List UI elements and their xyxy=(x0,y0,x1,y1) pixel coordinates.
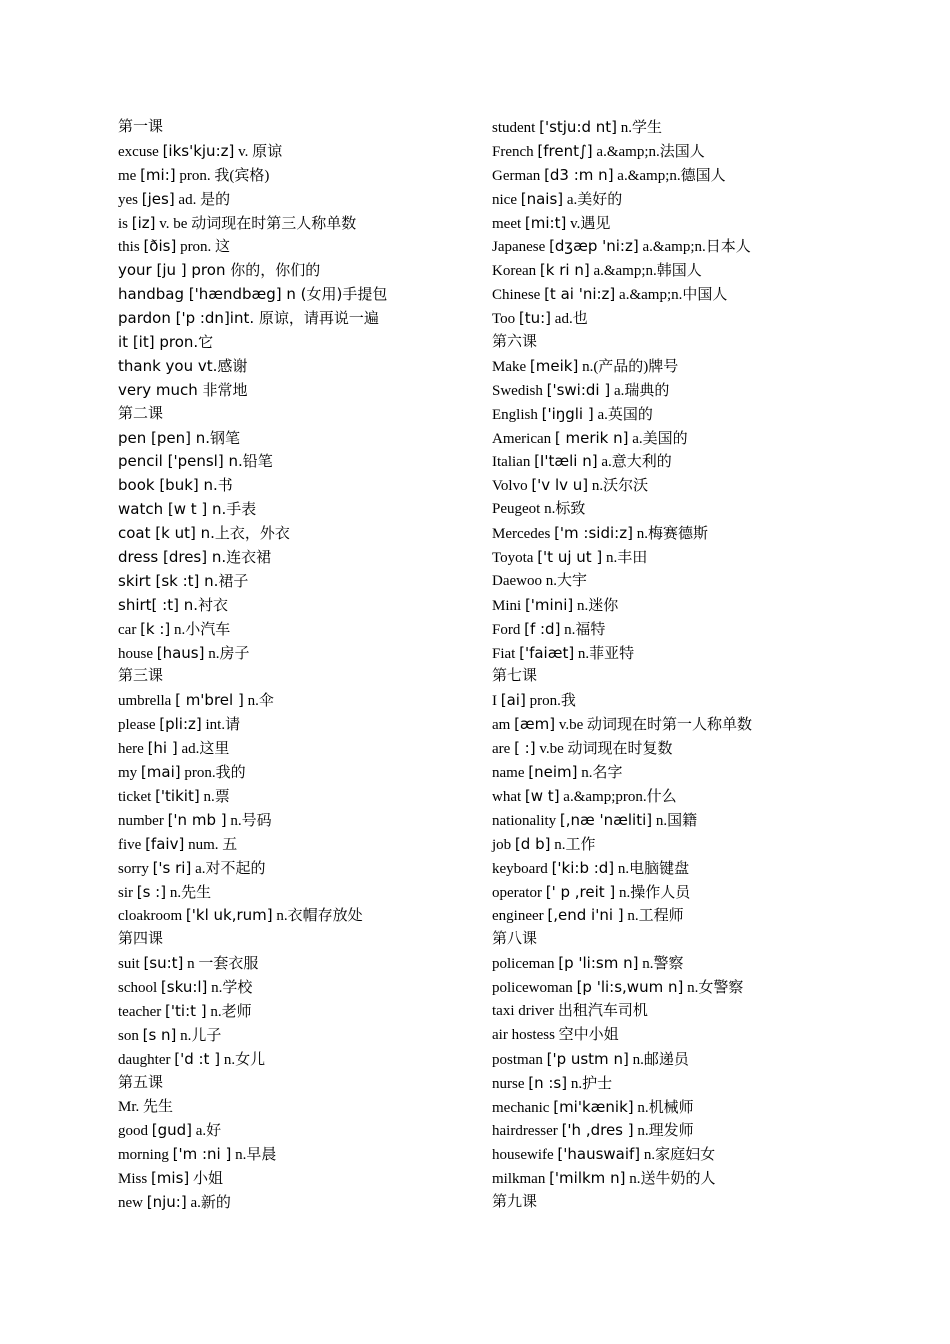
vocab-entry: pencil ['pensl] n.铅笔 xyxy=(118,452,273,471)
vocab-gloss: n.早晨 xyxy=(235,1147,277,1164)
vocab-gloss: n.老师 xyxy=(210,1003,252,1020)
vocab-gloss: ad.也 xyxy=(554,311,588,328)
vocab-phonetic: [nais] xyxy=(520,189,564,208)
vocab-gloss: n.工作 xyxy=(554,836,596,853)
vocab-gloss: n.操作人员 xyxy=(619,884,691,901)
vocab-entry xyxy=(492,283,932,307)
vocab-word: postman xyxy=(492,1051,543,1068)
vocab-entry xyxy=(118,164,478,188)
vocab-entry: handbag ['hændbæg] n (女用)手提包 xyxy=(118,285,388,304)
vocab-word: ticket xyxy=(118,788,152,805)
vocab-entry xyxy=(492,235,932,259)
vocab-word: teacher xyxy=(118,1003,162,1020)
vocab-phonetic: ['iŋgli ] xyxy=(541,404,594,423)
vocab-gloss: n.邮递员 xyxy=(632,1051,689,1068)
vocab-gloss: 空中小姐 xyxy=(558,1026,619,1043)
vocab-entry xyxy=(118,1048,478,1072)
vocab-phonetic: [,end i'ni ] xyxy=(547,906,624,925)
vocab-word: nationality xyxy=(492,812,557,829)
vocab-word: daughter xyxy=(118,1051,171,1068)
vocab-phonetic: ['tikit] xyxy=(155,786,200,805)
vocab-entry: pardon ['p :dn]int. 原谅，请再说一遍 xyxy=(118,309,379,328)
vocab-phonetic: [neim] xyxy=(528,763,578,782)
vocab-phonetic: ['m :sidi:z] xyxy=(554,524,633,543)
vocab-entry xyxy=(118,235,478,259)
vocab-gloss: a.瑞典的 xyxy=(613,382,670,399)
vocab-phonetic: ['p ustm n] xyxy=(546,1049,629,1068)
vocab-gloss: n.学校 xyxy=(211,980,253,997)
vocab-phonetic: [sku:l] xyxy=(160,978,208,997)
vocab-phonetic: [pli:z] xyxy=(159,715,202,734)
vocab-entry xyxy=(118,713,478,737)
vocab-entry xyxy=(492,259,932,283)
vocab-entry xyxy=(492,713,932,737)
vocab-entry xyxy=(492,976,932,1000)
vocab-gloss: n.学生 xyxy=(620,120,663,136)
vocab-gloss: 小姐 xyxy=(193,1171,224,1188)
vocab-entry: book [buk] n.书 xyxy=(118,476,233,495)
vocab-gloss: pron.我 xyxy=(529,693,576,710)
vocab-gloss: a.&amp;n.德国人 xyxy=(617,167,726,184)
vocab-entry xyxy=(492,594,932,618)
vocab-entry xyxy=(118,1191,478,1215)
vocab-entry xyxy=(118,689,478,713)
vocab-entry xyxy=(118,833,478,857)
vocab-entry xyxy=(118,1024,478,1048)
vocab-gloss: a.新的 xyxy=(190,1195,231,1212)
vocab-entry xyxy=(118,642,478,666)
vocab-entry xyxy=(118,976,478,1000)
lesson-heading: 第二课 xyxy=(118,405,164,422)
vocab-phonetic: [tu:] xyxy=(518,309,552,328)
vocab-phonetic: ['ki:b :d] xyxy=(551,858,615,877)
vocab-gloss: a.&amp;n.日本人 xyxy=(642,239,751,256)
right-column xyxy=(492,116,932,1215)
vocab-word: meet xyxy=(492,215,522,232)
vocab-entry xyxy=(492,188,932,212)
vocab-gloss: n.大宇 xyxy=(545,572,587,589)
vocab-phonetic: [k :] xyxy=(140,619,171,638)
vocab-word: Ford xyxy=(492,621,521,638)
vocab-gloss: n.家庭妇女 xyxy=(643,1147,716,1164)
vocab-gloss: n.号码 xyxy=(230,812,272,829)
vocab-word: German xyxy=(492,167,541,184)
vocab-phonetic: [mi'kænik] xyxy=(553,1097,634,1116)
vocab-gloss: n.理发师 xyxy=(637,1123,694,1140)
vocab-word: my xyxy=(118,765,138,782)
vocab-gloss: a.&amp;n.法国人 xyxy=(596,143,705,160)
vocab-phonetic: [frent∫] xyxy=(537,141,593,160)
vocab-entry xyxy=(118,1096,478,1120)
vocab-entry: coat [k ut] n.上衣，外衣 xyxy=(118,524,290,543)
vocab-word: housewife xyxy=(492,1147,554,1164)
vocab-entry xyxy=(492,427,932,451)
vocab-entry xyxy=(492,857,932,881)
vocab-phonetic: [n :s] xyxy=(528,1073,568,1092)
vocab-word: English xyxy=(492,406,538,423)
vocab-phonetic: ['milkm n] xyxy=(549,1169,626,1188)
vocab-word: yes xyxy=(118,191,138,208)
lesson-heading: 第八课 xyxy=(492,931,538,948)
vocab-word: new xyxy=(118,1195,143,1212)
vocab-word: nurse xyxy=(492,1075,525,1092)
vocab-phonetic: [iks'kju:z] xyxy=(162,141,235,160)
vocab-phonetic: ['t uj ut ] xyxy=(537,548,603,567)
vocab-gloss: n.(产品的)牌号 xyxy=(582,358,679,375)
vocab-gloss: pron. 这 xyxy=(180,239,231,256)
vocab-entry xyxy=(492,642,932,666)
vocab-word: keyboard xyxy=(492,860,548,877)
vocab-word: five xyxy=(118,836,142,853)
vocab-word: name xyxy=(492,765,525,782)
vocab-entry xyxy=(492,570,932,594)
vocab-word: umbrella xyxy=(118,693,172,710)
vocab-gloss: n.警察 xyxy=(642,956,684,973)
vocab-phonetic: ['faiæt] xyxy=(519,643,575,662)
vocab-phonetic: [iz] xyxy=(131,213,156,232)
vocab-entry xyxy=(118,140,478,164)
vocab-word: here xyxy=(118,741,144,758)
vocab-phonetic: ['swi:di ] xyxy=(546,380,611,399)
vocab-gloss: v.be 动词现在时复数 xyxy=(539,741,673,758)
vocab-gloss: a.&amp;pron.什么 xyxy=(563,788,677,805)
vocab-word: Too xyxy=(492,311,516,328)
vocab-phonetic: [su:t] xyxy=(143,954,184,973)
lesson-heading: 第六课 xyxy=(492,334,538,351)
vocab-phonetic: [faiv] xyxy=(145,834,185,853)
vocab-word: good xyxy=(118,1123,148,1140)
vocab-word: Daewoo xyxy=(492,572,542,589)
left-column xyxy=(118,116,478,1215)
vocab-gloss: a.英国的 xyxy=(597,406,653,423)
vocab-phonetic: ['s ri] xyxy=(152,858,192,877)
vocab-entry xyxy=(492,1072,932,1096)
vocab-entry xyxy=(492,546,932,570)
vocab-gloss: n.菲亚特 xyxy=(577,645,635,662)
vocab-phonetic: ['h ,dres ] xyxy=(561,1121,634,1140)
vocab-word: please xyxy=(118,717,156,734)
vocab-entry xyxy=(492,1167,932,1191)
vocab-gloss: n.女儿 xyxy=(223,1051,266,1068)
vocab-gloss: a.美国的 xyxy=(632,430,688,447)
vocab-word: Mr. xyxy=(118,1098,140,1115)
vocab-phonetic: [hi ] xyxy=(147,739,178,758)
vocab-entry xyxy=(492,785,932,809)
vocab-entry xyxy=(118,212,478,236)
vocab-entry xyxy=(492,1000,932,1024)
vocab-phonetic: ['v lv u] xyxy=(531,476,589,495)
vocab-phonetic: [mis] xyxy=(150,1169,190,1188)
vocab-gloss: a.对不起的 xyxy=(195,860,266,877)
vocab-entry xyxy=(492,1119,932,1143)
vocab-phonetic: [meik] xyxy=(529,356,579,375)
vocab-entry xyxy=(118,857,478,881)
vocab-phonetic: [t ai 'ni:z] xyxy=(544,285,616,304)
vocab-word: excuse xyxy=(118,143,159,160)
vocab-entry: your [ju ] pron 你的，你们的 xyxy=(118,261,321,280)
vocab-word: suit xyxy=(118,956,140,973)
vocab-word: house xyxy=(118,645,153,662)
vocab-entry xyxy=(492,212,932,236)
vocab-entry xyxy=(492,498,932,522)
vocab-entry xyxy=(492,1143,932,1167)
vocab-word: student xyxy=(492,120,536,136)
vocab-phonetic: [,næ 'næliti] xyxy=(559,810,653,829)
vocab-entry: it [it] pron.它 xyxy=(118,333,214,352)
vocab-gloss: ad. 是的 xyxy=(178,191,231,208)
vocab-phonetic: [s :] xyxy=(136,882,167,901)
vocab-gloss: n.护士 xyxy=(570,1075,613,1092)
vocab-entry xyxy=(492,522,932,546)
vocab-entry xyxy=(118,761,478,785)
vocab-gloss: n.小汽车 xyxy=(174,621,231,638)
vocab-phonetic: [' p ,reit ] xyxy=(545,882,616,901)
vocab-entry xyxy=(118,618,478,642)
vocab-entry xyxy=(118,881,478,905)
vocab-gloss: n 一套衣服 xyxy=(187,956,259,973)
vocab-gloss: n.儿子 xyxy=(180,1027,222,1044)
vocab-gloss: a.&amp;n.韩国人 xyxy=(593,263,702,280)
vocab-word: policewoman xyxy=(492,980,573,997)
vocab-word: Miss xyxy=(118,1171,148,1188)
vocab-gloss: a.&amp;n.中国人 xyxy=(619,287,728,304)
vocab-gloss: n.电脑键盘 xyxy=(617,860,690,877)
vocab-word: Swedish xyxy=(492,382,543,399)
vocab-entry xyxy=(492,809,932,833)
vocab-word: policeman xyxy=(492,956,555,973)
vocab-gloss: n.女警察 xyxy=(687,980,744,997)
vocab-gloss: n.国籍 xyxy=(655,812,698,829)
vocab-phonetic: [I'tæli n] xyxy=(534,452,598,471)
vocab-phonetic: [ m'brel ] xyxy=(175,691,244,710)
vocab-gloss: num. 五 xyxy=(188,836,238,853)
vocab-entry xyxy=(492,355,932,379)
vocab-entry xyxy=(118,1143,478,1167)
vocab-entry xyxy=(492,164,932,188)
vocab-gloss: n.房子 xyxy=(208,645,250,662)
vocab-gloss: a.意大利的 xyxy=(601,454,672,471)
vocab-word: hairdresser xyxy=(492,1123,558,1140)
vocab-entry xyxy=(118,188,478,212)
vocab-word: I xyxy=(492,693,497,710)
vocab-entry xyxy=(492,450,932,474)
lesson-heading: 第三课 xyxy=(118,668,164,685)
vocab-entry xyxy=(492,403,932,427)
vocab-phonetic: [haus] xyxy=(156,643,205,662)
vocab-entry xyxy=(118,1167,478,1191)
vocab-entry xyxy=(492,689,932,713)
vocab-phonetic: [ai] xyxy=(500,691,526,710)
vocab-gloss: 先生 xyxy=(143,1098,174,1115)
vocab-entry xyxy=(492,1024,932,1048)
vocab-phonetic: [p 'li:sm n] xyxy=(558,954,639,973)
vocab-gloss: a.好 xyxy=(195,1123,222,1140)
lesson-heading: 第一课 xyxy=(118,119,164,135)
vocab-entry xyxy=(118,1000,478,1024)
vocab-word: this xyxy=(118,239,140,256)
vocab-gloss: pron.我的 xyxy=(184,765,246,782)
vocab-gloss: n.伞 xyxy=(247,693,274,710)
vocab-gloss: pron. 我(宾格) xyxy=(179,167,270,184)
vocab-entry xyxy=(118,952,478,976)
vocab-word: Make xyxy=(492,358,527,375)
vocab-gloss: int.请 xyxy=(205,717,241,734)
vocab-phonetic: ['mini] xyxy=(524,595,574,614)
vocab-gloss: n.丰田 xyxy=(606,550,648,567)
vocab-phonetic: [k ri n] xyxy=(539,261,590,280)
vocab-gloss: n.票 xyxy=(203,788,230,805)
vocab-gloss: v. be 动词现在时第三人称单数 xyxy=(159,215,357,232)
vocab-phonetic: [mai] xyxy=(140,763,181,782)
vocab-entry xyxy=(492,833,932,857)
vocab-entry xyxy=(492,952,932,976)
lesson-heading: 第七课 xyxy=(492,668,538,685)
vocab-phonetic: ['d :t ] xyxy=(174,1049,221,1068)
vocab-word: sorry xyxy=(118,860,149,877)
vocab-word: cloakroom xyxy=(118,908,183,925)
vocab-word: me xyxy=(118,167,137,184)
vocab-word: nice xyxy=(492,191,517,208)
vocab-gloss: n.工程师 xyxy=(627,908,684,925)
vocab-entry xyxy=(492,1096,932,1120)
lesson-heading: 第四课 xyxy=(118,931,164,948)
vocab-gloss: ad.这里 xyxy=(181,741,230,758)
vocab-word: taxi driver xyxy=(492,1002,555,1019)
vocab-word: Toyota xyxy=(492,550,534,567)
vocab-phonetic: ['n mb ] xyxy=(167,810,227,829)
vocab-entry: very much 非常地 xyxy=(118,380,248,399)
vocab-phonetic: ['ti:t ] xyxy=(165,1001,207,1020)
vocab-phonetic: [d b] xyxy=(514,834,551,853)
vocab-gloss: a.美好的 xyxy=(566,191,623,208)
vocab-entry xyxy=(492,140,932,164)
vocab-entry xyxy=(492,904,932,928)
vocab-gloss: 出租汽车司机 xyxy=(557,1002,648,1019)
vocab-phonetic: ['hauswaif] xyxy=(557,1145,641,1164)
vocab-word: Korean xyxy=(492,263,537,280)
vocab-word: Italian xyxy=(492,454,531,471)
vocab-phonetic: [gud] xyxy=(151,1121,193,1140)
vocab-word: son xyxy=(118,1027,139,1044)
vocab-phonetic: [dʒæp 'ni:z] xyxy=(549,237,639,256)
vocab-phonetic: ['stju:d nt] xyxy=(539,118,618,136)
vocab-entry: skirt [sk :t] n.裙子 xyxy=(118,571,249,590)
vocab-entry: thank you vt.感谢 xyxy=(118,356,248,375)
vocab-phonetic: [æm] xyxy=(514,715,556,734)
lesson-heading: 第五课 xyxy=(118,1074,164,1091)
vocab-gloss: n.送牛奶的人 xyxy=(629,1171,716,1188)
vocab-gloss: v.遇见 xyxy=(570,215,611,232)
vocab-entry xyxy=(492,881,932,905)
vocab-gloss: v. 原谅 xyxy=(238,143,283,160)
vocab-entry xyxy=(118,1119,478,1143)
vocab-word: what xyxy=(492,788,522,805)
vocab-word: air hostess xyxy=(492,1026,555,1043)
vocab-phonetic: [mi:t] xyxy=(524,213,567,232)
vocab-entry xyxy=(492,116,932,140)
vocab-word: Mini xyxy=(492,597,522,614)
vocab-gloss: n.标致 xyxy=(544,501,586,518)
vocab-word: job xyxy=(492,836,512,853)
vocab-gloss: n.先生 xyxy=(169,884,212,901)
vocab-entry: pen [pen] n.钢笔 xyxy=(118,428,241,447)
vocab-phonetic: ['m :ni ] xyxy=(172,1145,232,1164)
vocab-gloss: n.名字 xyxy=(581,765,623,782)
vocab-phonetic: [mi:] xyxy=(140,165,176,184)
vocab-gloss: n.福特 xyxy=(564,621,606,638)
vocab-word: engineer xyxy=(492,908,544,925)
vocab-word: milkman xyxy=(492,1171,546,1188)
vocab-entry xyxy=(492,761,932,785)
vocab-phonetic: [s n] xyxy=(142,1025,177,1044)
vocab-entry xyxy=(492,618,932,642)
vocab-entry xyxy=(492,1048,932,1072)
vocab-phonetic: ['kl uk,rum] xyxy=(185,906,273,925)
vocab-entry xyxy=(492,379,932,403)
vocab-phonetic: [w t] xyxy=(524,786,560,805)
vocab-word: Peugeot xyxy=(492,501,541,518)
vocab-entry xyxy=(118,904,478,928)
vocab-word: American xyxy=(492,430,552,447)
vocab-gloss: n.迷你 xyxy=(576,597,619,614)
vocab-gloss: n.梅赛德斯 xyxy=(636,526,708,543)
vocab-phonetic: [ðis] xyxy=(143,237,177,256)
vocab-word: car xyxy=(118,621,137,638)
vocab-entry xyxy=(118,809,478,833)
vocab-entry xyxy=(118,737,478,761)
vocab-gloss: n.沃尔沃 xyxy=(591,478,649,495)
vocab-word: are xyxy=(492,741,511,758)
vocab-word: sir xyxy=(118,884,133,901)
vocab-entry: dress [dres] n.连衣裙 xyxy=(118,548,272,567)
vocab-phonetic: [ :] xyxy=(514,739,536,758)
vocab-word: morning xyxy=(118,1147,169,1164)
vocab-word: Japanese xyxy=(492,239,546,256)
vocab-entry xyxy=(492,307,932,331)
vocab-word: mechanic xyxy=(492,1099,550,1116)
vocab-gloss: n.机械师 xyxy=(637,1099,694,1116)
lesson-heading: 第九课 xyxy=(492,1194,538,1211)
vocab-word: school xyxy=(118,980,158,997)
vocab-word: am xyxy=(492,717,511,734)
vocab-word: number xyxy=(118,812,164,829)
vocab-phonetic: [nju:] xyxy=(146,1193,187,1212)
vocab-entry xyxy=(118,785,478,809)
vocab-phonetic: [f :d] xyxy=(524,619,561,638)
vocab-word: operator xyxy=(492,884,542,901)
vocab-phonetic: [d3 :m n] xyxy=(544,165,614,184)
vocab-word: is xyxy=(118,215,129,232)
vocab-word: French xyxy=(492,143,534,160)
vocab-word: Chinese xyxy=(492,287,541,304)
vocab-entry xyxy=(492,737,932,761)
vocab-word: Volvo xyxy=(492,478,528,495)
vocab-entry xyxy=(492,474,932,498)
vocab-phonetic: [ merik n] xyxy=(554,428,629,447)
vocab-gloss: v.be 动词现在时第一人称单数 xyxy=(558,717,753,734)
vocab-word: Fiat xyxy=(492,645,516,662)
vocab-entry: shirt[ :t] n.衬衣 xyxy=(118,595,228,614)
vocab-word: Mercedes xyxy=(492,526,551,543)
vocab-phonetic: [p 'li:s,wum n] xyxy=(576,978,684,997)
vocab-phonetic: [jes] xyxy=(141,189,175,208)
vocab-gloss: n.衣帽存放处 xyxy=(276,908,363,925)
vocab-entry: watch [w t ] n.手表 xyxy=(118,500,257,519)
